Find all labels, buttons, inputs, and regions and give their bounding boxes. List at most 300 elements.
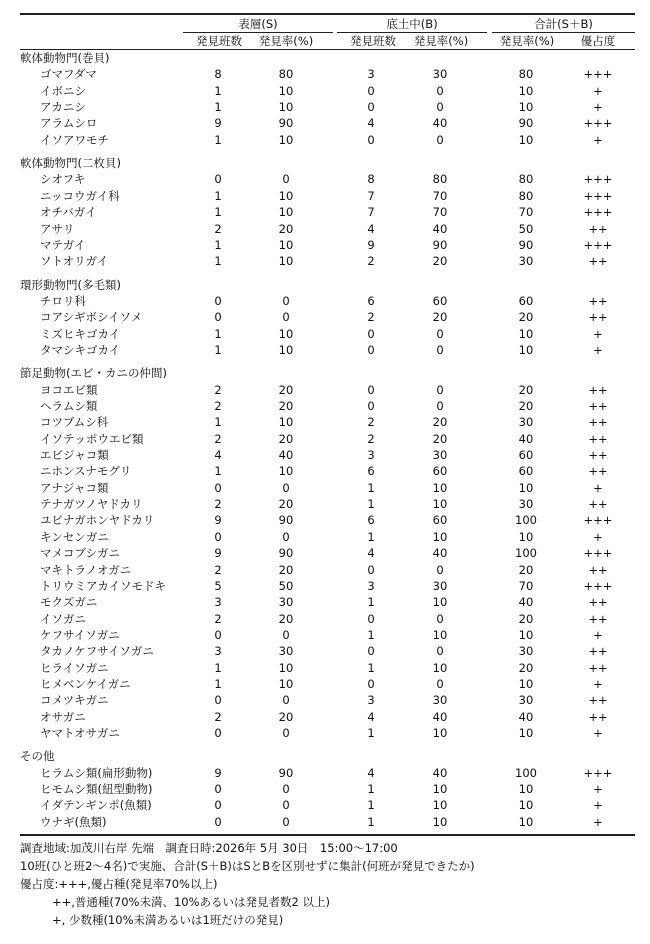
b-rate-cell: 80 <box>432 172 448 187</box>
b-count-cell: 1 <box>367 529 375 544</box>
dominance-cell: + <box>593 132 603 147</box>
s-rate-cell: 0 <box>282 814 290 829</box>
total-rate-cell: 10 <box>518 326 534 341</box>
s-count-cell: 0 <box>214 726 222 740</box>
b-count-cell: 3 <box>367 67 375 82</box>
b-rate-cell: 20 <box>432 431 448 446</box>
group-header: 表層(S) <box>238 17 278 31</box>
b-count-cell: 2 <box>367 415 375 430</box>
dominance-cell: ++ <box>588 382 608 397</box>
species-name: ヒメベンケイガニ <box>40 676 131 691</box>
b-rate-cell: 30 <box>432 693 448 708</box>
species-name: イソアワモチ <box>40 132 109 147</box>
s-rate-cell: 10 <box>278 132 294 147</box>
s-count-cell: 1 <box>214 100 222 115</box>
total-rate-cell: 30 <box>518 693 534 708</box>
b-count-cell: 0 <box>367 399 375 413</box>
b-count-cell: 0 <box>367 83 375 98</box>
b-rate-cell: 30 <box>432 578 448 593</box>
dominance-cell: ++ <box>588 415 608 430</box>
b-rate-cell: 0 <box>436 100 444 115</box>
species-name: モクズガニ <box>40 595 98 610</box>
dominance-cell: ++ <box>588 310 608 325</box>
b-rate-cell: 0 <box>436 83 444 98</box>
dominance-cell: + <box>593 726 603 740</box>
dominance-cell: + <box>593 627 603 642</box>
dominance-cell: ++ <box>588 254 608 269</box>
dominance-cell: ++ <box>588 660 608 675</box>
dominance-cell: ++ <box>588 497 608 512</box>
b-count-cell: 3 <box>367 578 375 593</box>
b-count-cell: 6 <box>367 464 375 479</box>
b-count-cell: 3 <box>367 448 375 463</box>
species-name: オサガニ <box>40 709 86 724</box>
total-rate-cell: 80 <box>518 188 534 203</box>
dominance-cell: + <box>593 342 603 357</box>
s-rate-cell: 0 <box>282 310 290 325</box>
s-count-cell: 0 <box>214 293 222 308</box>
b-count-cell: 4 <box>367 116 375 131</box>
b-count-cell: 0 <box>367 676 375 691</box>
species-name: イボニシ <box>40 83 86 98</box>
s-count-cell: 1 <box>214 254 222 269</box>
dominance-cell: + <box>593 480 603 495</box>
b-rate-cell: 0 <box>436 562 444 577</box>
total-rate-cell: 60 <box>518 448 534 463</box>
b-count-cell: 1 <box>367 814 375 829</box>
total-rate-cell: 40 <box>518 431 534 446</box>
b-count-cell: 8 <box>367 172 375 187</box>
total-rate-cell: 10 <box>518 798 534 813</box>
b-count-cell: 0 <box>367 644 375 659</box>
species-name: イソガニ <box>40 611 86 626</box>
dominance-cell: + <box>593 326 603 341</box>
total-rate-cell: 60 <box>518 464 534 479</box>
s-count-cell: 1 <box>214 415 222 430</box>
dominance-cell: ++ <box>588 644 608 659</box>
dominance-cell: ++ <box>588 709 608 724</box>
total-rate-cell: 20 <box>518 382 534 397</box>
b-rate-cell: 10 <box>432 726 448 740</box>
total-rate-cell: 30 <box>518 415 534 430</box>
s-rate-cell: 10 <box>278 254 294 269</box>
s-rate-cell: 20 <box>278 221 294 236</box>
s-rate-cell: 80 <box>278 67 294 82</box>
total-rate-cell: 30 <box>518 644 534 659</box>
s-count-cell: 0 <box>214 480 222 495</box>
dominance-cell: ++ <box>588 611 608 626</box>
s-count-cell: 2 <box>214 221 222 236</box>
species-name: イダテンギンポ(魚類) <box>40 798 152 813</box>
b-rate-cell: 30 <box>432 67 448 82</box>
species-name: チロリ科 <box>40 293 86 308</box>
b-rate-cell: 0 <box>436 326 444 341</box>
dominance-cell: +++ <box>583 116 613 131</box>
dominance-cell: + <box>593 676 603 691</box>
b-rate-cell: 0 <box>436 676 444 691</box>
species-name: アラムシロ <box>40 116 98 131</box>
b-rate-cell: 0 <box>436 399 444 413</box>
s-rate-cell: 10 <box>278 100 294 115</box>
footnote: 優占度:+++,優占種(発見率70%以上) <box>20 877 218 891</box>
species-name: ケフサイソガニ <box>40 627 120 642</box>
b-rate-cell: 40 <box>432 116 448 131</box>
b-rate-cell: 70 <box>432 205 448 220</box>
total-rate-cell: 70 <box>518 205 534 220</box>
s-count-cell: 1 <box>214 464 222 479</box>
total-rate-cell: 90 <box>518 116 534 131</box>
total-rate-cell: 30 <box>518 254 534 269</box>
species-name: マテガイ <box>40 237 86 252</box>
b-rate-cell: 60 <box>432 513 448 528</box>
total-rate-cell: 10 <box>518 100 534 115</box>
total-rate-cell: 50 <box>518 221 534 236</box>
s-count-cell: 1 <box>214 83 222 98</box>
b-count-cell: 0 <box>367 562 375 577</box>
dominance-cell: ++ <box>588 431 608 446</box>
b-count-cell: 4 <box>367 709 375 724</box>
b-rate-cell: 10 <box>432 529 448 544</box>
b-rate-cell: 10 <box>432 595 448 610</box>
b-count-cell: 0 <box>367 611 375 626</box>
s-count-cell: 1 <box>214 188 222 203</box>
total-rate-cell: 10 <box>518 726 534 740</box>
species-name: ウナギ(魚類) <box>40 814 107 829</box>
s-count-cell: 2 <box>214 431 222 446</box>
b-count-cell: 6 <box>367 293 375 308</box>
dominance-cell: + <box>593 814 603 829</box>
total-rate-cell: 100 <box>515 513 537 528</box>
s-rate-cell: 50 <box>278 578 294 593</box>
dominance-cell: ++ <box>588 293 608 308</box>
dominance-cell: ++ <box>588 595 608 610</box>
b-rate-cell: 0 <box>436 644 444 659</box>
s-rate-cell: 10 <box>278 660 294 675</box>
total-rate-cell: 100 <box>515 765 537 780</box>
species-name: アサリ <box>40 221 75 236</box>
s-count-cell: 0 <box>214 693 222 708</box>
s-rate-cell: 10 <box>278 205 294 220</box>
b-rate-cell: 20 <box>432 415 448 430</box>
s-rate-cell: 90 <box>278 765 294 780</box>
s-rate-cell: 0 <box>282 693 290 708</box>
b-rate-cell: 70 <box>432 188 448 203</box>
s-rate-cell: 0 <box>282 782 290 797</box>
footnote: 調査地域:加茂川右岸 先端 調査日時:2026年 5月 30日 15:00～17:00 <box>20 841 398 855</box>
s-rate-cell: 20 <box>278 382 294 397</box>
s-rate-cell: 0 <box>282 293 290 308</box>
b-rate-cell: 90 <box>432 237 448 252</box>
b-count-cell: 0 <box>367 132 375 147</box>
s-rate-cell: 0 <box>282 172 290 187</box>
column-header: 発見率(%) <box>258 34 314 48</box>
s-count-cell: 5 <box>214 578 222 593</box>
s-count-cell: 9 <box>214 765 222 780</box>
b-rate-cell: 10 <box>432 627 448 642</box>
s-count-cell: 0 <box>214 782 222 797</box>
b-count-cell: 1 <box>367 726 375 740</box>
b-rate-cell: 30 <box>432 448 448 463</box>
species-name: イソテッポウエビ類 <box>40 431 144 446</box>
s-rate-cell: 10 <box>278 676 294 691</box>
b-rate-cell: 10 <box>432 798 448 813</box>
s-rate-cell: 0 <box>282 726 290 740</box>
b-count-cell: 2 <box>367 254 375 269</box>
s-count-cell: 0 <box>214 310 222 325</box>
section-title: 軟体動物門(巻貝) <box>20 51 110 65</box>
footnote: +, 少数種(10%未満あるいは1班だけの発見) <box>52 913 284 927</box>
s-count-cell: 2 <box>214 399 222 413</box>
b-rate-cell: 20 <box>432 254 448 269</box>
s-count-cell: 9 <box>214 513 222 528</box>
b-count-cell: 7 <box>367 188 375 203</box>
dominance-cell: +++ <box>583 172 613 187</box>
s-rate-cell: 30 <box>278 595 294 610</box>
dominance-cell: + <box>593 529 603 544</box>
total-rate-cell: 10 <box>518 83 534 98</box>
s-count-cell: 1 <box>214 132 222 147</box>
b-count-cell: 0 <box>367 100 375 115</box>
s-count-cell: 4 <box>214 448 222 463</box>
group-header: 底土中(B) <box>386 17 438 31</box>
species-name: エビジャコ類 <box>40 448 109 463</box>
b-count-cell: 1 <box>367 660 375 675</box>
s-count-cell: 0 <box>214 798 222 813</box>
b-rate-cell: 60 <box>432 464 448 479</box>
s-count-cell: 1 <box>214 676 222 691</box>
s-rate-cell: 90 <box>278 513 294 528</box>
total-rate-cell: 90 <box>518 237 534 252</box>
b-count-cell: 1 <box>367 627 375 642</box>
b-count-cell: 1 <box>367 480 375 495</box>
s-rate-cell: 10 <box>278 342 294 357</box>
total-rate-cell: 20 <box>518 310 534 325</box>
total-rate-cell: 80 <box>518 172 534 187</box>
species-name: オチバガイ <box>40 205 97 220</box>
column-header: 優占度 <box>580 34 616 48</box>
dominance-cell: + <box>593 782 603 797</box>
species-name: ニッコウガイ科 <box>40 188 120 203</box>
dominance-cell: +++ <box>583 188 613 203</box>
b-count-cell: 1 <box>367 798 375 813</box>
b-rate-cell: 40 <box>432 765 448 780</box>
b-rate-cell: 10 <box>432 480 448 495</box>
s-count-cell: 1 <box>214 205 222 220</box>
dominance-cell: ++ <box>588 221 608 236</box>
s-count-cell: 1 <box>214 342 222 357</box>
s-count-cell: 0 <box>214 627 222 642</box>
b-rate-cell: 0 <box>436 382 444 397</box>
s-count-cell: 9 <box>214 116 222 131</box>
s-count-cell: 8 <box>214 67 222 82</box>
b-rate-cell: 20 <box>432 310 448 325</box>
s-rate-cell: 10 <box>278 83 294 98</box>
species-name: マメコブシガニ <box>40 546 121 561</box>
dominance-cell: ++ <box>588 562 608 577</box>
b-count-cell: 2 <box>367 431 375 446</box>
b-rate-cell: 10 <box>432 814 448 829</box>
s-rate-cell: 20 <box>278 709 294 724</box>
dominance-cell: ++ <box>588 448 608 463</box>
s-count-cell: 2 <box>214 562 222 577</box>
species-name: ヒライソガニ <box>40 660 109 675</box>
total-rate-cell: 70 <box>518 578 534 593</box>
s-count-cell: 1 <box>214 326 222 341</box>
total-rate-cell: 60 <box>518 293 534 308</box>
column-header: 発見率(%) <box>499 34 555 48</box>
column-header: 発見班数 <box>196 34 242 48</box>
dominance-cell: + <box>593 83 603 98</box>
dominance-cell: + <box>593 798 603 813</box>
total-rate-cell: 20 <box>518 660 534 675</box>
b-rate-cell: 40 <box>432 709 448 724</box>
species-name: タカノケフサイソガニ <box>40 644 154 659</box>
s-rate-cell: 10 <box>278 415 294 430</box>
total-rate-cell: 10 <box>518 676 534 691</box>
species-name: コツブムシ科 <box>40 415 109 430</box>
total-rate-cell: 10 <box>518 529 534 544</box>
species-name: キンセンガニ <box>40 529 109 544</box>
total-rate-cell: 10 <box>518 480 534 495</box>
species-name: トリウミアカイソモドキ <box>40 578 167 593</box>
b-rate-cell: 40 <box>432 546 448 561</box>
dominance-cell: + <box>593 100 603 115</box>
species-name: アナジャコ類 <box>40 480 109 495</box>
species-name: コメツキガニ <box>40 693 109 708</box>
dominance-cell: +++ <box>583 67 613 82</box>
total-rate-cell: 40 <box>518 709 534 724</box>
b-count-cell: 0 <box>367 382 375 397</box>
s-rate-cell: 20 <box>278 431 294 446</box>
section-title: 環形動物門(多毛類) <box>20 277 121 292</box>
total-rate-cell: 20 <box>518 611 534 626</box>
s-rate-cell: 20 <box>278 611 294 626</box>
b-count-cell: 0 <box>367 326 375 341</box>
b-count-cell: 6 <box>367 513 375 528</box>
species-name: コアシギボシイソメ <box>40 310 143 325</box>
b-count-cell: 1 <box>367 497 375 512</box>
column-header: 発見班数 <box>350 34 396 48</box>
total-rate-cell: 40 <box>518 595 534 610</box>
s-rate-cell: 40 <box>278 448 294 463</box>
s-rate-cell: 0 <box>282 798 290 813</box>
total-rate-cell: 10 <box>518 814 534 829</box>
s-count-cell: 0 <box>214 814 222 829</box>
b-count-cell: 9 <box>367 237 375 252</box>
dominance-cell: ++ <box>588 693 608 708</box>
dominance-cell: +++ <box>583 578 613 593</box>
species-name: ミズヒキゴカイ <box>40 326 121 341</box>
species-name: シオフキ <box>40 172 86 187</box>
section-title: 軟体動物門(二枚貝) <box>20 156 121 171</box>
dominance-cell: ++ <box>588 399 608 413</box>
s-rate-cell: 20 <box>278 399 294 413</box>
b-rate-cell: 0 <box>436 342 444 357</box>
total-rate-cell: 20 <box>518 562 534 577</box>
b-rate-cell: 40 <box>432 221 448 236</box>
s-count-cell: 2 <box>214 709 222 724</box>
s-count-cell: 3 <box>214 644 222 659</box>
species-name: タマシキゴカイ <box>40 342 121 357</box>
b-count-cell: 4 <box>367 765 375 780</box>
species-name: ヤマトオサガニ <box>40 726 120 740</box>
s-rate-cell: 90 <box>278 546 294 561</box>
b-count-cell: 1 <box>367 782 375 797</box>
s-rate-cell: 90 <box>278 116 294 131</box>
b-rate-cell: 0 <box>436 132 444 147</box>
s-rate-cell: 20 <box>278 497 294 512</box>
s-rate-cell: 0 <box>282 627 290 642</box>
total-rate-cell: 10 <box>518 627 534 642</box>
s-rate-cell: 0 <box>282 480 290 495</box>
footnote: ++,普通種(70%未満、10%あるいは発見者数2 以上) <box>52 895 330 909</box>
species-name: ヨコエビ類 <box>40 382 98 397</box>
dominance-cell: +++ <box>583 513 613 528</box>
dominance-cell: +++ <box>583 765 613 780</box>
b-rate-cell: 10 <box>432 782 448 797</box>
species-name: マキトラノオガニ <box>40 562 132 577</box>
b-count-cell: 0 <box>367 342 375 357</box>
s-count-cell: 3 <box>214 595 222 610</box>
section-title: 節足動物(エビ・カニの仲間) <box>20 366 167 381</box>
b-count-cell: 7 <box>367 205 375 220</box>
species-name: ヒモムシ類(紐型動物) <box>40 782 153 797</box>
s-rate-cell: 10 <box>278 237 294 252</box>
total-rate-cell: 10 <box>518 342 534 357</box>
s-rate-cell: 10 <box>278 188 294 203</box>
s-rate-cell: 20 <box>278 562 294 577</box>
species-name: ユビナガホンヤドカリ <box>40 513 155 528</box>
dominance-cell: +++ <box>583 237 613 252</box>
s-rate-cell: 10 <box>278 464 294 479</box>
total-rate-cell: 30 <box>518 497 534 512</box>
s-count-cell: 2 <box>214 497 222 512</box>
species-name: ソトオリガイ <box>40 254 109 269</box>
s-rate-cell: 0 <box>282 529 290 544</box>
table-bottom-rule <box>20 834 635 836</box>
s-rate-cell: 10 <box>278 326 294 341</box>
species-name: ヘラムシ類 <box>40 399 98 413</box>
header-bottom-rule <box>20 49 635 50</box>
b-count-cell: 4 <box>367 221 375 236</box>
total-rate-cell: 10 <box>518 782 534 797</box>
s-count-cell: 0 <box>214 172 222 187</box>
b-count-cell: 1 <box>367 595 375 610</box>
group-header: 合計(S＋B) <box>534 17 593 31</box>
total-rate-cell: 100 <box>515 546 537 561</box>
s-count-cell: 1 <box>214 237 222 252</box>
table-top-rule <box>20 13 635 15</box>
s-count-cell: 1 <box>214 660 222 675</box>
b-count-cell: 2 <box>367 310 375 325</box>
s-count-cell: 0 <box>214 529 222 544</box>
b-rate-cell: 60 <box>432 293 448 308</box>
total-rate-cell: 80 <box>518 67 534 82</box>
species-name: テナガツノヤドカリ <box>40 497 143 512</box>
species-name: ゴマフダマ <box>40 67 97 82</box>
b-count-cell: 4 <box>367 546 375 561</box>
dominance-cell: ++ <box>588 464 608 479</box>
s-count-cell: 9 <box>214 546 222 561</box>
b-rate-cell: 10 <box>432 660 448 675</box>
s-rate-cell: 30 <box>278 644 294 659</box>
species-name: ニホンスナモグリ <box>40 464 132 479</box>
s-count-cell: 2 <box>214 382 222 397</box>
b-rate-cell: 0 <box>436 611 444 626</box>
footnote: 10班(ひと班2～4名)で実施、合計(S＋B)はSとBを区別せずに集計(何班が発見できたか) <box>20 859 475 873</box>
section-title: その他 <box>20 749 55 764</box>
species-name: ヒラムシ類(扁形動物) <box>40 765 153 780</box>
